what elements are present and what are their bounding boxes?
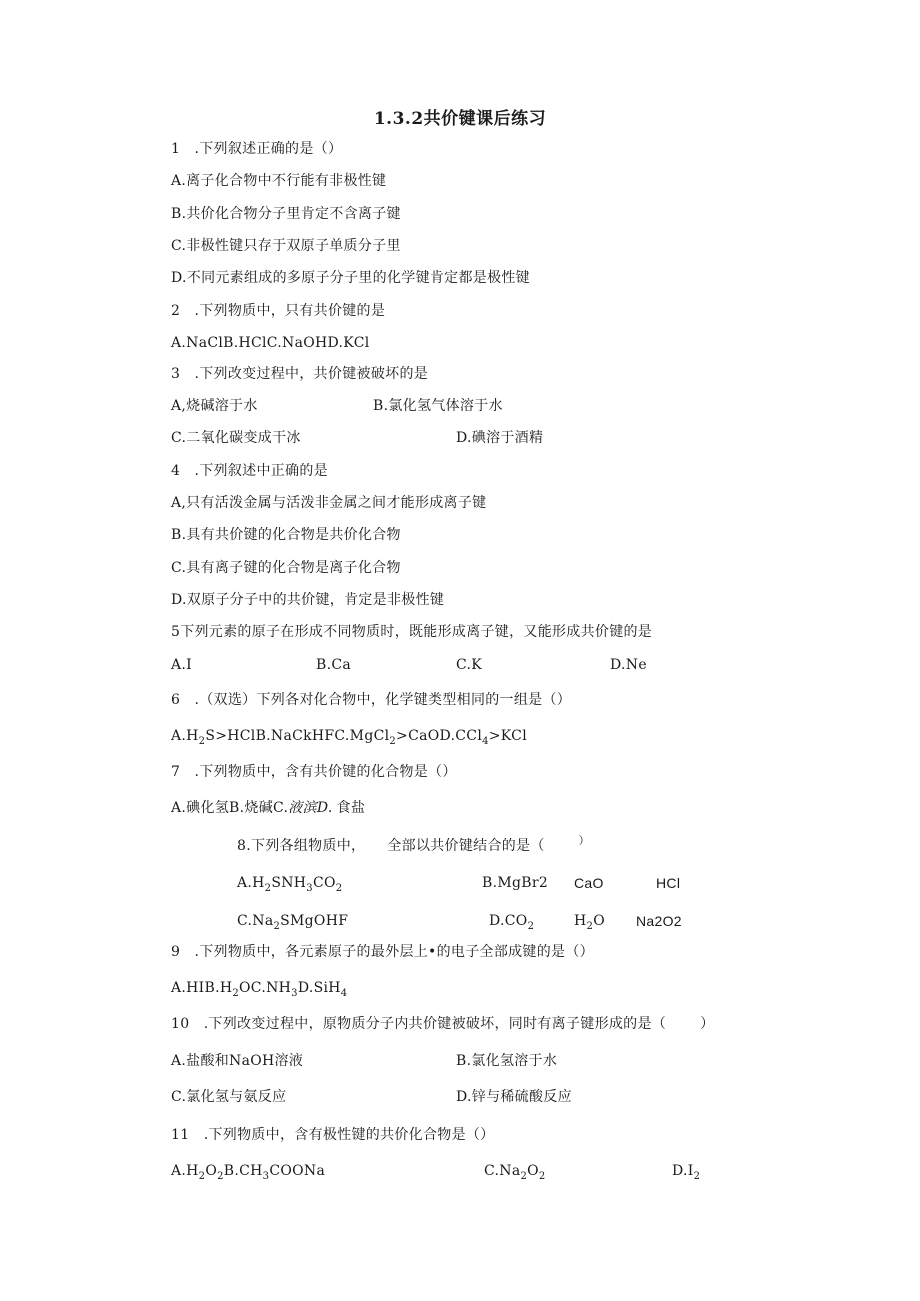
q3-option-c: C.二氧化碳变成干冰 <box>171 430 301 446</box>
q7-stem: 7 .下列物质中，含有共价键的化合物是（） <box>171 764 457 780</box>
q1-option-b: B.共价化合物分子里肯定不含离子键 <box>171 206 401 222</box>
q11-stem: 11 .下列物质中，含有极性键的共价化合物是（） <box>171 1127 495 1143</box>
q5-option-d: D.Ne <box>610 657 647 673</box>
q8-option-c: $C.Na_2SMgOHF$ <box>237 913 349 932</box>
q8-option-b: B.MgBr2 <box>482 875 549 891</box>
q1-stem: 1 .下列叙述正确的是（） <box>171 141 343 157</box>
q5-stem: 5下列元素的原子在形成不同物质时，既能形成离子键，又能形成共价键的是 <box>171 624 653 640</box>
q5-option-c: C.K <box>456 657 483 673</box>
q5-option-a: A.I <box>171 657 192 673</box>
q4-option-c: C.具有离子键的化合物是离子化合物 <box>171 560 401 576</box>
q8-option-b-item3: HCl <box>656 875 681 891</box>
q10-option-c: C.氯化氢与氨反应 <box>171 1089 287 1105</box>
q9-stem: 9 .下列物质中，各元素原子的最外层上•的电子全部成键的是（） <box>171 944 594 960</box>
q2-stem: 2 .下列物质中，只有共价键的是 <box>171 303 386 319</box>
q10-option-a: A.盐酸和NaOH溶液 <box>171 1053 304 1069</box>
q11-option-ab: $A.H_2O_2B.CH_3COONa$ <box>171 1163 326 1182</box>
q7-options: A.碘化氢B.烧碱C.液滨D. 食盐 <box>171 800 366 816</box>
q8-option-d: $D.CO_2$ <box>489 913 535 932</box>
q4-option-b: B.具有共价键的化合物是共价化合物 <box>171 527 401 543</box>
q11-option-c: $C.Na_2O_2$ <box>484 1163 546 1182</box>
q1-option-d: D.不同元素组成的多原子分子里的化学键肯定都是极性键 <box>171 270 530 286</box>
q11-option-d: $D.I_2$ <box>672 1163 701 1182</box>
q4-stem: 4 .下列叙述中正确的是 <box>171 463 328 479</box>
q8-option-d-item3: Na2O2 <box>636 913 682 929</box>
q5-option-b: B.Ca <box>316 657 351 673</box>
q3-option-a: A,烧碱溶于水 <box>171 398 258 414</box>
q10-option-b: B.氯化氢溶于水 <box>456 1053 558 1069</box>
q1-option-c: C.非极性键只存于双原子单质分子里 <box>171 238 401 254</box>
q8-stem: 8.下列各组物质中， 全部以共价键结合的是（ ） <box>237 834 590 854</box>
q4-option-d: D.双原子分子中的共价键，肯定是非极性键 <box>171 592 445 608</box>
q3-option-d: D.碘溶于酒精 <box>456 430 544 446</box>
document-title: 1.3.2共价键课后练习 <box>373 109 547 129</box>
q2-options: A.NaClB.HClC.NaOHD.KCl <box>171 335 370 351</box>
q8-option-b-item2: CaO <box>574 875 604 891</box>
q1-option-a: A.离子化合物中不行能有非极性键 <box>171 173 387 189</box>
q8-option-d-item2: $H_2O$ <box>574 913 605 932</box>
q10-stem: 10 .下列改变过程中，原物质分子内共价键被破坏，同时有离子键形成的是（ ） <box>171 1016 715 1032</box>
q3-stem: 3 .下列改变过程中，共价键被破坏的是 <box>171 366 429 382</box>
q4-option-a: A,只有活泼金属与活泼非金属之间才能形成离子键 <box>171 495 487 511</box>
q10-option-d: D.锌与稀硫酸反应 <box>456 1089 572 1105</box>
q6-stem: 6 .（双选）下列各对化合物中，化学键类型相同的一组是（） <box>171 692 572 708</box>
q3-option-b: B.氯化氢气体溶于水 <box>373 398 503 414</box>
q8-option-a: $A.H_2SNH_3CO_2$ <box>237 875 343 894</box>
q6-options: $A.H_2S>HClB.NaCkHFC.MgCl_2>CaOD.CCl_4>KCl$ <box>171 728 527 747</box>
q9-options: $A.HIB.H_2OC.NH_3D.SiH_4$ <box>171 980 348 999</box>
